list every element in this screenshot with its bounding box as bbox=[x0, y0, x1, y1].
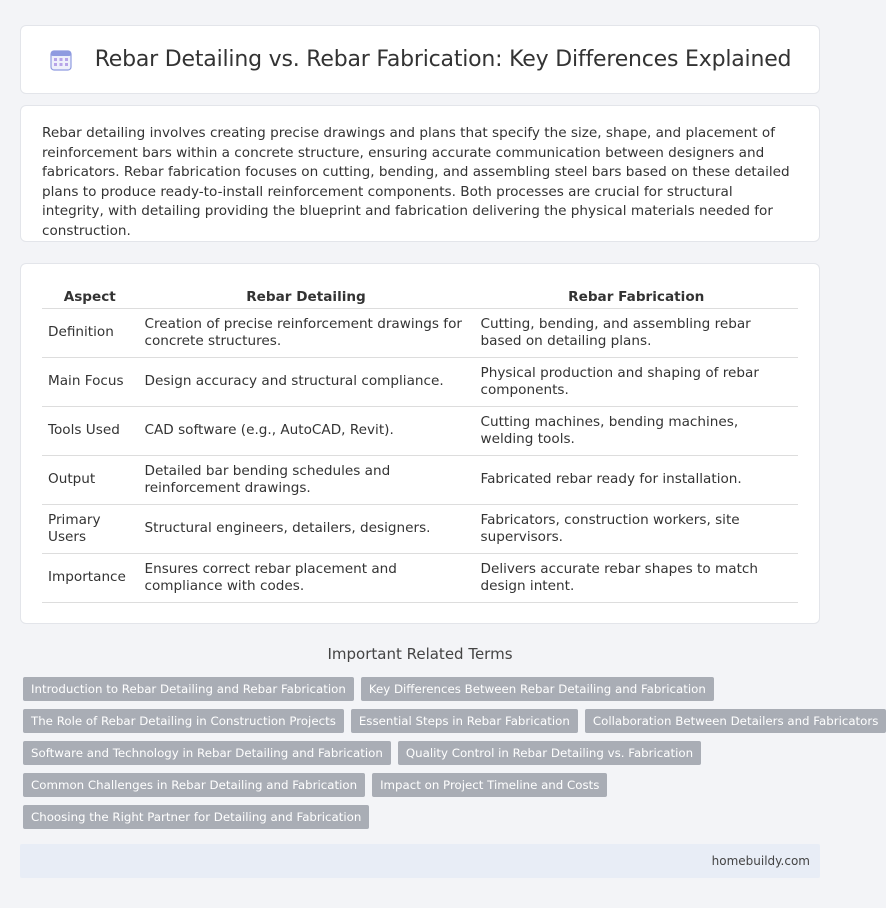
related-term-link[interactable]: Common Challenges in Rebar Detailing and Fabrication bbox=[23, 773, 365, 797]
aspect-cell: Definition bbox=[42, 309, 138, 358]
detailing-cell: Design accuracy and structural compliance. bbox=[138, 358, 474, 407]
fabrication-cell: Fabricated rebar ready for installation. bbox=[474, 456, 798, 505]
tag-row bbox=[23, 741, 823, 765]
tag-row bbox=[23, 805, 823, 829]
table-row bbox=[42, 456, 798, 505]
related-term-link[interactable]: Essential Steps in Rebar Fabrication bbox=[351, 709, 578, 733]
header-card bbox=[20, 25, 820, 94]
related-terms-list bbox=[23, 677, 879, 837]
related-term-link[interactable]: Choosing the Right Partner for Detailing and Fabrication bbox=[23, 805, 369, 829]
table-row bbox=[42, 358, 798, 407]
tag-row bbox=[23, 773, 823, 797]
aspect-cell: Main Focus bbox=[42, 358, 138, 407]
related-term-link[interactable]: The Role of Rebar Detailing in Construction Projects bbox=[23, 709, 344, 733]
comparison-table bbox=[42, 282, 798, 603]
fabrication-cell: Fabricators, construction workers, site supervisors. bbox=[474, 505, 798, 554]
aspect-cell: Importance bbox=[42, 554, 138, 603]
detailing-cell: CAD software (e.g., AutoCAD, Revit). bbox=[138, 407, 474, 456]
header-rebar-fabrication: Rebar Fabrication bbox=[474, 282, 798, 309]
fabrication-cell: Physical production and shaping of rebar components. bbox=[474, 358, 798, 407]
related-term-link[interactable]: Key Differences Between Rebar Detailing and Fabrication bbox=[361, 677, 714, 701]
detailing-cell: Ensures correct rebar placement and compliance with codes. bbox=[138, 554, 474, 603]
table-row bbox=[42, 309, 798, 358]
related-term-link[interactable]: Collaboration Between Detailers and Fabricators bbox=[585, 709, 886, 733]
detailing-cell: Structural engineers, detailers, designers. bbox=[138, 505, 474, 554]
footer-site[interactable]: homebuildy.com bbox=[711, 854, 810, 868]
table-row bbox=[42, 554, 798, 603]
header-aspect: Aspect bbox=[42, 282, 138, 309]
related-term-link[interactable]: Quality Control in Rebar Detailing vs. Fabrication bbox=[398, 741, 701, 765]
tag-row bbox=[23, 709, 879, 733]
aspect-cell: Tools Used bbox=[42, 407, 138, 456]
related-term-link[interactable]: Impact on Project Timeline and Costs bbox=[372, 773, 607, 797]
intro-text: Rebar detailing involves creating precise drawings and plans that specify the size, shape, and placement of reinforcement bars within a concrete structure, ensuring accurate communication between designers and fabricators. Rebar fabrication focuses on cutting, bending, and assembling steel bars based on these detailed plans to produce ready-to-install reinforcement components. Both processes are crucial for structural integrity, with detailing providing the blueprint and fabrication delivering the physical materials needed for construction. bbox=[42, 125, 790, 239]
comparison-card bbox=[20, 263, 820, 624]
tag-row bbox=[23, 677, 823, 701]
table-row bbox=[42, 505, 798, 554]
footer bbox=[20, 844, 820, 878]
related-term-link[interactable]: Introduction to Rebar Detailing and Rebar Fabrication bbox=[23, 677, 354, 701]
table-row bbox=[42, 407, 798, 456]
intro-card bbox=[20, 105, 820, 242]
related-terms-title: Important Related Terms bbox=[327, 645, 513, 663]
page-title: Rebar Detailing vs. Rebar Fabrication: Key Differences Explained bbox=[94, 47, 792, 72]
fabrication-cell: Cutting, bending, and assembling rebar based on detailing plans. bbox=[474, 309, 798, 358]
detailing-cell: Detailed bar bending schedules and reinforcement drawings. bbox=[138, 456, 474, 505]
aspect-cell: Primary Users bbox=[42, 505, 138, 554]
header-rebar-detailing: Rebar Detailing bbox=[138, 282, 474, 309]
fabrication-cell: Delivers accurate rebar shapes to match design intent. bbox=[474, 554, 798, 603]
related-term-link[interactable]: Software and Technology in Rebar Detailing and Fabrication bbox=[23, 741, 391, 765]
aspect-cell: Output bbox=[42, 456, 138, 505]
calendar-icon bbox=[49, 48, 73, 72]
table-header-row bbox=[42, 282, 798, 309]
detailing-cell: Creation of precise reinforcement drawings for concrete structures. bbox=[138, 309, 474, 358]
fabrication-cell: Cutting machines, bending machines, welding tools. bbox=[474, 407, 798, 456]
